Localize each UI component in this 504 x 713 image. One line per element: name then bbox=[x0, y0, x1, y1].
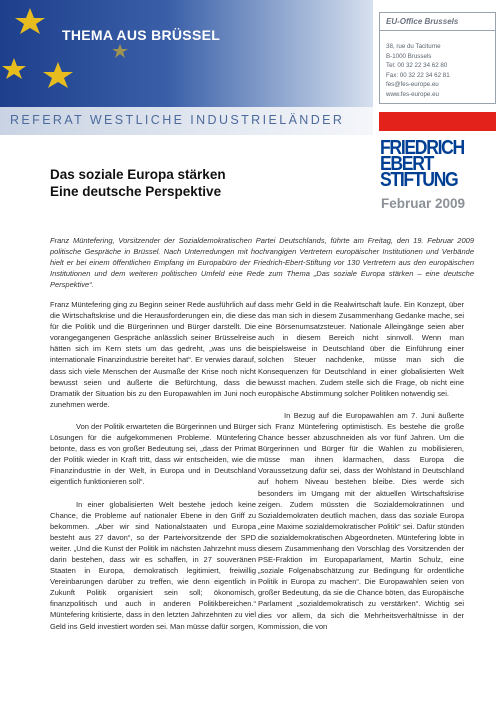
logo-line-3: STIFTUNG bbox=[380, 169, 458, 191]
address-phone: Tel: 00 32 22 34 62 80 bbox=[386, 62, 448, 70]
address-website[interactable]: www.fes-europe.eu bbox=[386, 90, 439, 98]
paragraph: In einer globalisierten Welt bestehe jedoch keine Chance, die Probleme auf nationaler Ebene in den Griff zu bekommen. „Aber wir sind Nationalstaaten und Europa besteht aus 27 davon“, so der Parteivorsitzende der SPD weiter. „Und die Kunst der Politik im nächsten Jahrzehnt muss darin bestehen, dass wir es schaffen, in 27 souveränen Staaten in Europa, demokratisch legitimiert, freiwillig Vereinbarungen darüber zu treffen, wie denn eigentlich in Zukunft Politik organisiert sein soll; ökonomisch, finanzpolitisch und auch in anderen Politikbereichen.“ Müntefering kritisierte, dass in den letzten Jahrzehnten zu viel Geld ins Geld investiert worden sei. Man müsse dafür sorgen, bbox=[50, 499, 256, 631]
header-banner bbox=[0, 0, 373, 107]
paragraph: In Bezug auf die Europawahlen am 7. Juni äußerte sich Franz Müntefering optimistisch. Es bestehe die große Chance besser abzuschneiden als vor fünf Jahren. Um die Bürgerinnen und Bürger für die Wahlen zu mobilisieren, müsse man ihnen klarmachen, dass Europa die Voraussetzung dafür sei, dass der Wohlstand in Deutschland auf hohem Niveau bestehen bleibe. Dies werde sich besonders im Umgang mit der aktuellen Wirtschaftskrise zeigen. Zudem müssten die Sozialdemokratinnen und Sozialdemokraten deutlich machen, dass das soziale Europa „eine Maxime sozialdemokratischer Politik“ sei. Dafür stünden die sozialdemokratischen Abgeordneten. Müntefering lobte in diesem Zusammenhang den Vorschlag des Vorsitzenden der PSE-Fraktion im Europaparlament, Martin Schulz, eine „soziale Folgenabschätzung zur Bedingung für ordentliche Politik in Europa zu machen“. Die Europawahlen seien von großer Bedeutung, da sie die Chance böten, das Europäische Parlament „sozialdemokratisch zu verstärken“. Wichtig sei dies vor allem, da sich die Mehrheitsverhältnisse in der Kommission, die von bbox=[258, 410, 464, 631]
intro-paragraph: Franz Müntefering, Vorsitzender der Sozialdemokratischen Partei Deutschlands, führte am Freitag, den 19. Februar 2009 politische Gespräche in Brüssel. Nach Unterredungen mit hochrangigen Vertretern europäischer Institutionen und Verbände hielt er bei einem öffentlichen Empfang im Europabüro der Friedrich-Ebert-Stiftung vor 130 Vertretern aus den europäischen Institutionen und dem weiteren politischen Umfeld eine Rede zum Thema „Das soziale Europa stärken – eine deutsche Perspektive“. bbox=[50, 236, 474, 289]
accent-bar bbox=[379, 112, 496, 131]
fes-logo bbox=[380, 137, 464, 191]
document-title bbox=[50, 166, 226, 200]
office-title: EU-Office Brussels bbox=[380, 13, 495, 31]
banner-title: THEMA AUS BRÜSSEL bbox=[62, 27, 221, 43]
address-street: 38, rue du Taciturne bbox=[386, 43, 441, 50]
eu-stars-icon bbox=[0, 0, 373, 107]
office-address-box bbox=[379, 12, 496, 104]
title-line-1: Das soziale Europa stärken bbox=[50, 167, 226, 182]
publication-date: Februar 2009 bbox=[381, 196, 466, 211]
office-address bbox=[386, 42, 450, 100]
address-fax: Fax: 00 32 22 34 62 81 bbox=[386, 71, 450, 79]
logo-line-1: FRIEDRICH bbox=[380, 137, 464, 159]
title-line-2: Eine deutsche Perspektive bbox=[50, 184, 222, 199]
address-email[interactable]: fes@fes-europe.eu bbox=[386, 81, 439, 89]
paragraph: Von der Politik erwarteten die Bürgerinnen und Bürger Lösungen für die aufgekommenen Probleme. Müntefering betonte, dass es von großer Bedeutung sei, „dass der Primat der Politik wieder in Kraft tritt, dass wir entscheiden, wie die Finanzindustrie in der Welt, in Europa und in Deutschland eigentlich funktionieren soll“. bbox=[50, 421, 256, 487]
subbanner bbox=[0, 107, 373, 135]
body-column-left bbox=[50, 299, 256, 643]
body-column-right bbox=[258, 299, 464, 643]
address-city: B-1000 Brussels bbox=[386, 52, 432, 60]
logo-line-2: EBERT bbox=[380, 153, 434, 175]
paragraph: Franz Müntefering ging zu Beginn seiner Rede ausführlich auf die Wirtschaftskrise und die Herausforderungen ein, die diese für die Politik und die Bürgerinnen und Bürger darstellt. Die vorangegangenen Gespräche anlässlich seiner Brüsselreise hätten sich im Kern stets um das gedreht, „was uns die internationale Finanzindustrie bereitet hat“. Er verwies darauf, dass sich viele Menschen der Ausmaße der Krise noch nicht bewusst seien und äußerte die Befürchtung, dass die Dramatik der Situation bis zu den Europawahlen im Juni noch zunehmen werde. bbox=[50, 300, 256, 409]
paragraph: dass mehr Geld in die Realwirtschaft laufe. Ein Konzept, über das man sich in diesem Zusammenhang Gedanke mache, sei eine Börsenumsatzsteuer. Nationale Alleingänge seien aber auch in diesem Bereich nicht sinnvoll. Wenn man beispielsweise in Deutschland über die Einführung einer solchen Steuer nachdenke, müsse man sich die Konsequenzen für Deutschland in einer globalisierten Welt bewusst machen. Zudem stelle sich die Frage, ob nicht eine europäische Abstimmung solcher Politiken notwendig sei. bbox=[258, 300, 464, 398]
department-title: REFERAT WESTLICHE INDUSTRIELÄNDER bbox=[10, 113, 345, 127]
